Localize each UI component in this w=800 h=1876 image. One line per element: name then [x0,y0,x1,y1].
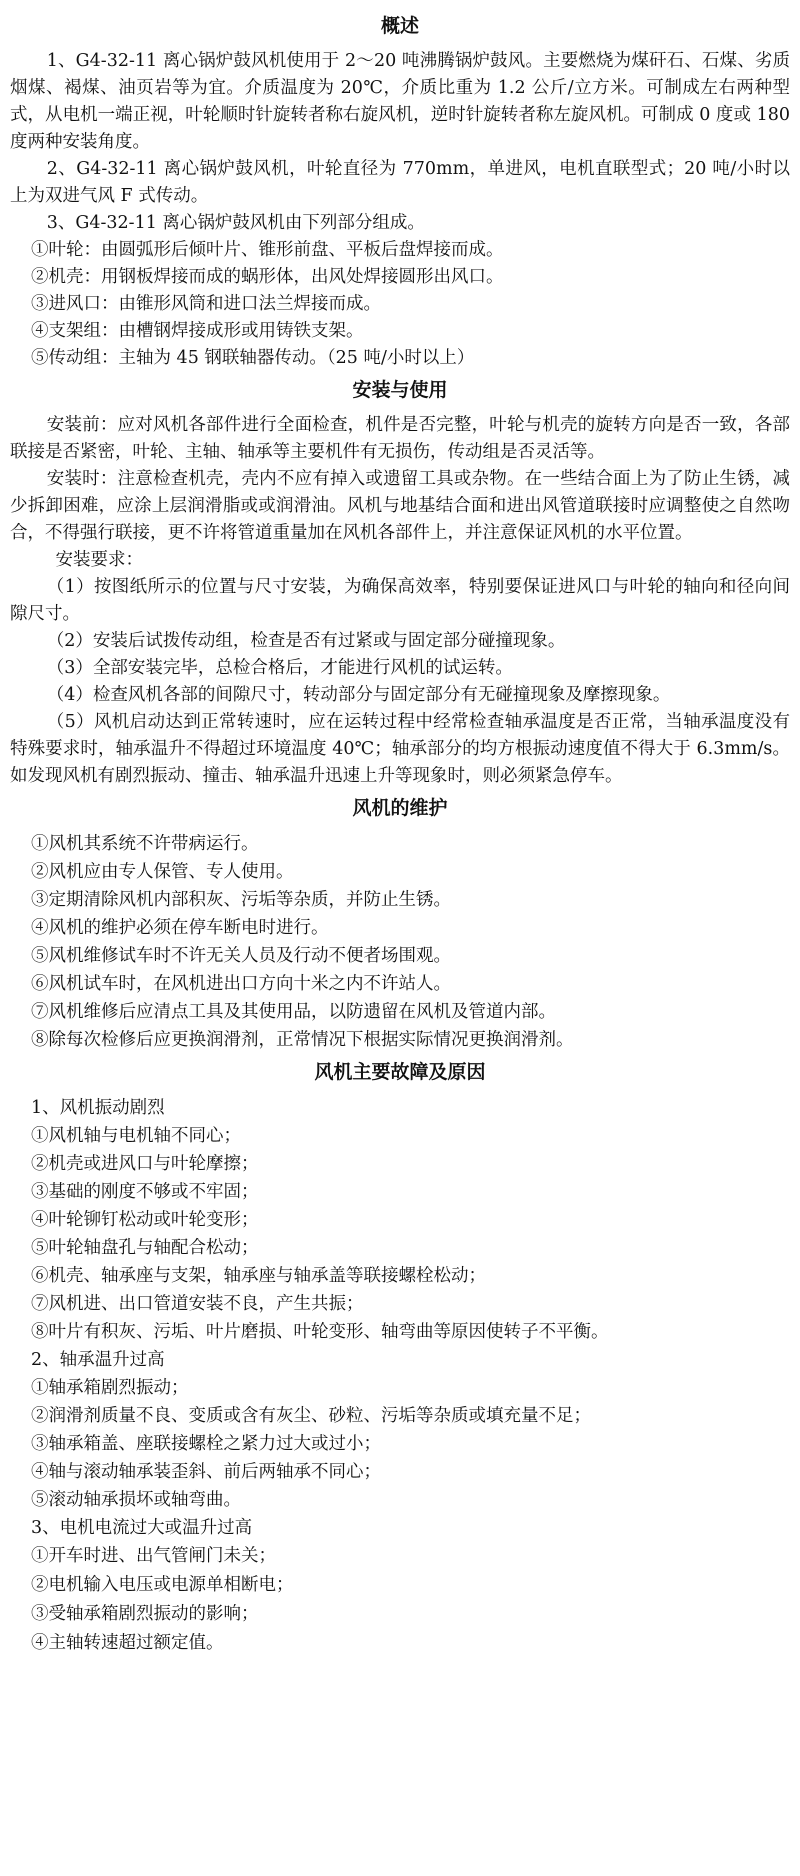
fault-cause-item: ①开车时进、出气管闸门未关； [31,1546,276,1566]
fault-cause-item: ⑤滚动轴承损坏或轴弯曲。 [31,1490,241,1510]
fault-cause-item: ⑧叶片有积灰、污垢、叶片磨损、叶轮变形、轴弯曲等原因使转子不平衡。 [31,1322,609,1342]
fault-category-bearing-temperature: 2、轴承温升过高 [31,1350,165,1370]
bearing-causes-list [10,1374,790,1514]
overview-paragraph-1: 1、G4-32-11 离心锅炉鼓风机使用于 2～20 吨沸腾锅炉鼓风。主要燃烧为煤矸石、石煤、劣质烟煤、褐煤、油页岩等为宜。介质温度为 20℃，介质比重为 1.2 公斤/立方米。可制成左右两种型式，从电机一端正视，叶轮顺时针旋转者称右旋风机，逆时针旋转者称左旋风机。可制成 0 度或 180 度两种安装角度。 [10,51,790,152]
fault-cause-item: ④轴与滚动轴承装歪斜、前后两轴承不同心； [31,1462,381,1482]
fault-cause-item: ⑤叶轮轴盘孔与轴配合松动； [31,1238,259,1258]
overview-title: 概述 [380,15,419,37]
overview-section [10,12,790,372]
installation-requirement-2: （2）安装后试拨传动组，检查是否有过紧或与固定部分碰撞现象。 [46,631,566,651]
fault-cause-item: ④叶轮铆钉松动或叶轮变形； [31,1210,259,1230]
installation-during: 安装时：注意检查机壳，壳内不应有掉入或遗留工具或杂物。在一些结合面上为了防止生锈，减少拆卸困难，应涂上层润滑脂或或润滑油。风机与地基结合面和进出风管道联接时应调整使之自然吻合，不得强行联接，更不许将管道重量加在风机各部件上，并注意保证风机的水平位置。 [10,469,790,543]
installation-section [10,376,790,790]
maintenance-item: ⑤风机维修试车时不许无关人员及行动不便者场围观。 [31,946,451,966]
component-item: ③进风口：由锥形风筒和进口法兰焊接而成。 [31,294,381,314]
fault-cause-item: ⑦风机进、出口管道安装不良，产生共振； [31,1294,364,1314]
maintenance-item: ④风机的维护必须在停车断电时进行。 [31,918,329,938]
installation-title: 安装与使用 [352,379,448,401]
fault-cause-item: ③基础的刚度不够或不牢固； [31,1182,259,1202]
faults-section [10,1058,790,1658]
fault-cause-item: ②电机输入电压或电源单相断电； [31,1575,294,1595]
maintenance-item: ③定期清除风机内部积灰、污垢等杂质，并防止生锈。 [31,890,451,910]
fault-cause-item: ③轴承箱盖、座联接螺栓之紧力过大或过小； [31,1434,381,1454]
motor-causes-list [10,1542,790,1658]
maintenance-section [10,794,790,1054]
fault-cause-item: ①轴承箱剧烈振动； [31,1378,189,1398]
maintenance-item: ①风机其系统不许带病运行。 [31,834,259,854]
maintenance-item: ⑦风机维修后应清点工具及其使用品，以防遗留在风机及管道内部。 [31,1002,556,1022]
vibration-causes-list [10,1122,790,1346]
installation-requirement-3: （3）全部安装完毕，总检合格后，才能进行风机的试运转。 [46,658,513,678]
fault-cause-item: ①风机轴与电机轴不同心； [31,1126,241,1146]
fault-cause-item: ②机壳或进风口与叶轮摩擦； [31,1154,259,1174]
fault-cause-item: ③受轴承箱剧烈振动的影响； [31,1604,259,1624]
overview-paragraph-3: 3、G4-32-11 离心锅炉鼓风机由下列部分组成。 [46,213,425,233]
fault-category-vibration: 1、风机振动剧烈 [31,1098,165,1118]
installation-requirement-4: （4）检查风机各部的间隙尺寸，转动部分与固定部分有无碰撞现象及摩擦现象。 [46,685,671,705]
components-list [10,237,790,372]
fault-category-motor-current: 3、电机电流过大或温升过高 [31,1518,253,1538]
installation-requirement-5: （5）风机启动达到正常转速时，应在运转过程中经常检查轴承温度是否正常，当轴承温度没有特殊要求时，轴承温升不得超过环境温度 40℃；轴承部分的均方根振动速度值不得大于 6.3mm/s。如发现风机有剧烈振动、撞击、轴承温升迅速上升等现象时，则必须紧急停车。 [10,712,790,786]
faults-title: 风机主要故障及原因 [314,1061,486,1083]
component-item: ④支架组：由槽钢焊接成形或用铸铁支架。 [31,321,364,341]
overview-paragraph-2: 2、G4-32-11 离心锅炉鼓风机，叶轮直径为 770mm，单进风，电机直联型式；20 吨/小时以上为双进气风 F 式传动。 [10,159,790,206]
fault-cause-item: ②润滑剂质量不良、变质或含有灰尘、砂粒、污垢等杂质或填充量不足； [31,1406,591,1426]
maintenance-title: 风机的维护 [352,797,448,819]
fault-cause-item: ⑥机壳、轴承座与支架，轴承座与轴承盖等联接螺栓松动； [31,1266,486,1286]
installation-requirement-1: （1）按图纸所示的位置与尺寸安装，为确保高效率，特别要保证进风口与叶轮的轴向和径向间隙尺寸。 [10,577,790,624]
installation-requirements-title: 安装要求： [55,550,143,570]
component-item: ①叶轮：由圆弧形后倾叶片、锥形前盘、平板后盘焊接而成。 [31,240,504,260]
maintenance-item: ②风机应由专人保管、专人使用。 [31,862,294,882]
component-item: ⑤传动组：主轴为 45 钢联轴器传动。（25 吨/小时以上） [31,348,475,368]
maintenance-item: ⑧除每次检修后应更换润滑剂，正常情况下根据实际情况更换润滑剂。 [31,1030,574,1050]
installation-before: 安装前：应对风机各部件进行全面检查，机件是否完整，叶轮与机壳的旋转方向是否一致，各部联接是否紧密，叶轮、主轴、轴承等主要机件有无损伤，传动组是否灵活等。 [10,415,790,462]
maintenance-item: ⑥风机试车时，在风机进出口方向十米之内不许站人。 [31,974,451,994]
component-item: ②机壳：用钢板焊接而成的蜗形体，出风处焊接圆形出风口。 [31,267,504,287]
maintenance-list [10,830,790,1054]
fault-cause-item: ④主轴转速超过额定值。 [31,1633,224,1653]
